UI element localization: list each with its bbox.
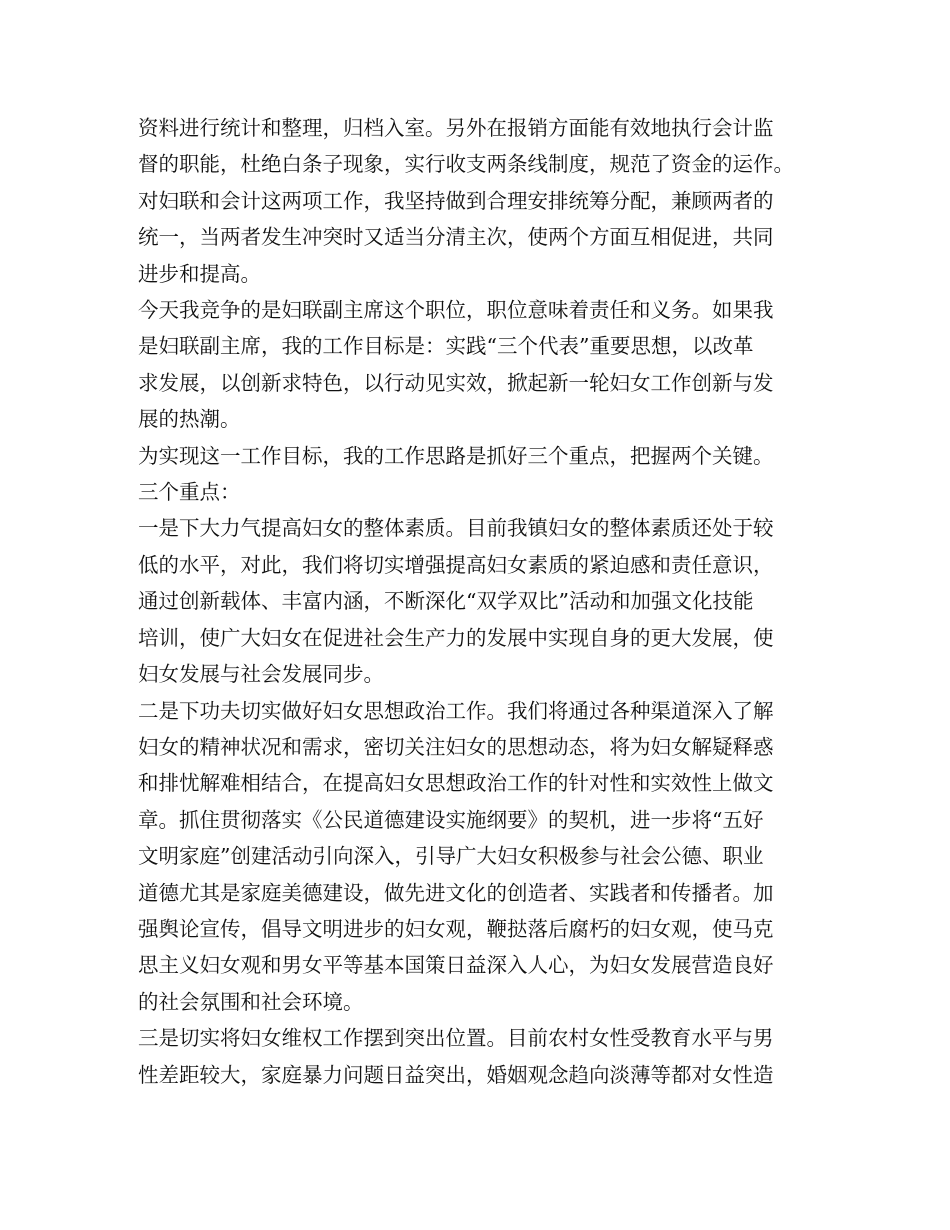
paragraph-accounting-work bbox=[138, 110, 818, 292]
text-line: 督的职能，杜绝白条子现象，实行收支两条线制度，规范了资金的运作。 bbox=[138, 152, 794, 177]
text-line: 一是下大力气提高妇女的整体素质。目前我镇妇女的整体素质还处于较 bbox=[138, 516, 774, 541]
text-line: 低的水平，对此，我们将切实增强提高妇女素质的紧迫感和责任意识， bbox=[138, 552, 774, 577]
text-line: 性差距较大，家庭暴力问题日益突出，婚姻观念趋向淡薄等都对女性造 bbox=[138, 1062, 774, 1087]
text-line: 培训，使广大妇女在促进社会生产力的发展中实现自身的更大发展，使 bbox=[138, 625, 774, 650]
text-line: 展的热潮。 bbox=[138, 407, 241, 432]
text-line: 求发展，以创新求特色，以行动见实效，掀起新一轮妇女工作创新与发 bbox=[138, 370, 774, 395]
paragraph-priority-one bbox=[138, 510, 818, 692]
paragraph-three-priorities-heading bbox=[138, 474, 818, 510]
text-line: 思主义妇女观和男女平等基本国策日益深入人心，为妇女发展营造良好 bbox=[138, 953, 774, 978]
text-line: 和排忧解难相结合，在提高妇女思想政治工作的针对性和实效性上做文 bbox=[138, 771, 774, 796]
text-line: 文明家庭”创建活动引向深入，引导广大妇女积极参与社会公德、职业 bbox=[138, 844, 764, 869]
paragraph-priority-three bbox=[138, 1020, 818, 1093]
text-line: 三个重点： bbox=[138, 480, 241, 505]
text-line: 道德尤其是家庭美德建设，做先进文化的创造者、实践者和传播者。加 bbox=[138, 880, 774, 905]
text-line: 通过创新载体、丰富内涵，不断深化“双学双比”活动和加强文化技能 bbox=[138, 589, 754, 614]
paragraph-work-approach bbox=[138, 438, 818, 474]
text-line: 对妇联和会计这两项工作，我坚持做到合理安排统筹分配，兼顾两者的 bbox=[138, 188, 774, 213]
text-line: 今天我竞争的是妇联副主席这个职位，职位意味着责任和义务。如果我 bbox=[138, 298, 774, 323]
paragraph-priority-two bbox=[138, 693, 818, 1021]
text-line: 的社会氛围和社会环境。 bbox=[138, 989, 364, 1014]
text-line: 进步和提高。 bbox=[138, 261, 261, 286]
text-line: 资料进行统计和整理，归档入室。另外在报销方面能有效地执行会计监 bbox=[138, 116, 774, 140]
text-line: 是妇联副主席，我的工作目标是：实践“三个代表”重要思想，以改革 bbox=[138, 334, 754, 359]
text-line: 强舆论宣传，倡导文明进步的妇女观，鞭挞落后腐朽的妇女观，使马克 bbox=[138, 916, 774, 941]
text-line: 章。抓住贯彻落实《公民道德建设实施纲要》的契机，进一步将“五好 bbox=[138, 807, 764, 832]
paragraph-work-goal bbox=[138, 292, 818, 438]
text-line: 妇女发展与社会发展同步。 bbox=[138, 662, 384, 687]
text-line: 二是下功夫切实做好妇女思想政治工作。我们将通过各种渠道深入了解 bbox=[138, 698, 774, 723]
text-line: 统一，当两者发生冲突时又适当分清主次，使两个方面互相促进，共同 bbox=[138, 225, 774, 250]
text-line: 妇女的精神状况和需求，密切关注妇女的思想动态，将为妇女解疑释惑 bbox=[138, 734, 774, 759]
text-line: 三是切实将妇女维权工作摆到突出位置。目前农村女性受教育水平与男 bbox=[138, 1026, 774, 1051]
text-line: 为实现这一工作目标，我的工作思路是抓好三个重点，把握两个关键。 bbox=[138, 443, 774, 468]
document-body bbox=[138, 110, 818, 1093]
